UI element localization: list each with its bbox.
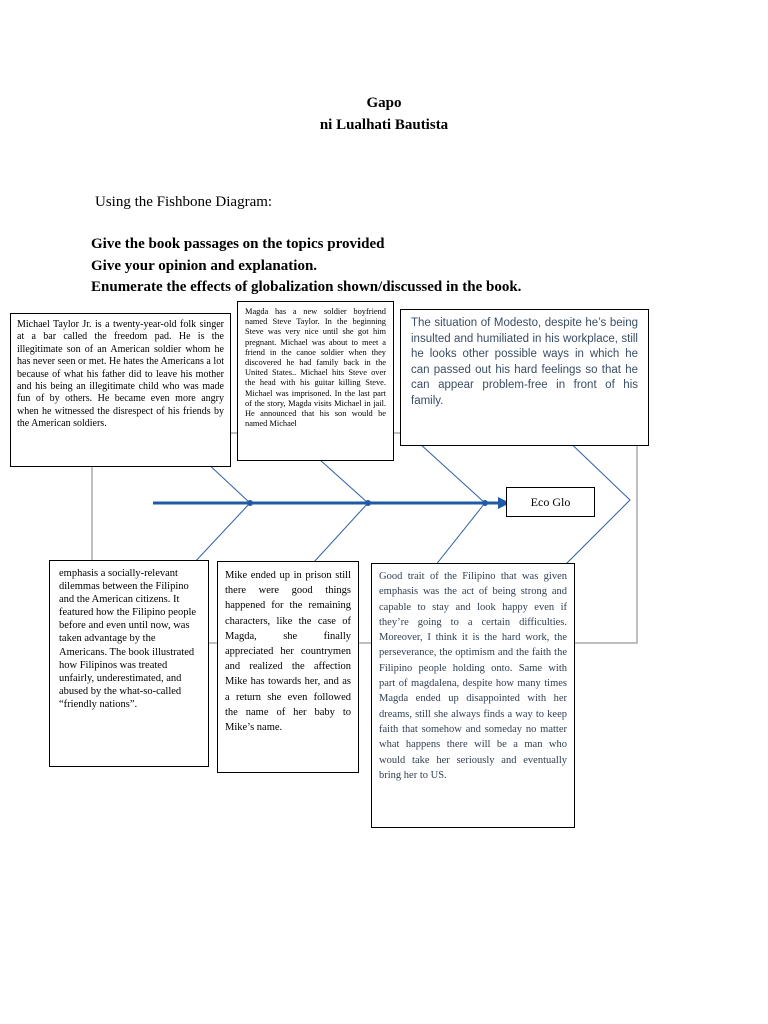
box-bottom-middle-text: Mike ended up in prison still there were good things happened for the remaining characters, like the case of Magda, she finally appreciated her countrymen and realized the affection Mike has towards her, and as a return she even followed the name of her baby to Mike’s name. bbox=[225, 570, 351, 734]
page-title: Gapo bbox=[366, 95, 402, 111]
box-top-right bbox=[400, 309, 649, 446]
box-top-middle-text: Magda has a new soldier boyfriend named Steve Taylor. In the beginning Steve was very nice until she got him pregnant. Michael was about to meet a friend in the canoe soldier when they discovered he had family back in the United States.. Michael hits Steve over the head with his guitar killing Steve. Michael was imprisoned. In the last part of the story, Magda visits Michael in jail. He announced that his son would be named Michael bbox=[245, 307, 386, 429]
spine-joint-3 bbox=[482, 500, 488, 506]
box-top-right-text: The situation of Modesto, despite he’s being insulted and humiliated in his workplace, still he looks other possible ways in which he can passed out his hard feelings so that he can appear problem-free in front of his family. bbox=[411, 317, 638, 407]
instruction-item-1: Give the book passages on the topics provided bbox=[91, 236, 385, 252]
instruction-item-3: Enumerate the effects of globalization shown/discussed in the book. bbox=[91, 279, 522, 295]
box-top-left bbox=[10, 313, 231, 467]
spine-joint-2 bbox=[365, 500, 371, 506]
spine-joint-1 bbox=[247, 500, 253, 506]
box-top-middle bbox=[237, 301, 394, 461]
box-bottom-middle bbox=[217, 561, 359, 773]
box-bottom-left bbox=[49, 560, 209, 767]
box-bottom-right-text: Good trait of the Filipino that was given emphasis was the act of being strong and capable to stay and look happy even if they’re going to a certain difficulties. Moreover, I think it is the hard work, the perseverance, the optimism and the faith the Filipino people holding onto. Same with part of magdalena, despite how many times Magda ended up disappointed with her dreams, still she always finds a way to keep faith that somehow and someday no matter what happens there will be a man who would take her seriously and eventually bring her to US. bbox=[379, 571, 567, 781]
instructions-intro: Using the Fishbone Diagram: bbox=[95, 194, 273, 210]
page-subtitle: ni Lualhati Bautista bbox=[319, 117, 449, 133]
instruction-item-2: Give your opinion and explanation. bbox=[91, 258, 318, 274]
box-top-left-text: Michael Taylor Jr. is a twenty-year-old folk singer at a bar called the freedom pad. He is the illegitimate son of an American soldier whom he has never seen or met. He hates the Americans a lot because of what his father did to leave his mother and his being an illegitimate child who was made fun of by others. He became even more angry when he witnessed the disrespect of his friends by the American soldiers. bbox=[17, 319, 224, 430]
box-bottom-right bbox=[371, 563, 575, 828]
box-bottom-left-text: emphasis a socially-relevant dilemmas between the Filipino and the American citizens. It featured how the Filipino people before and even until now, was taken advantage by the Americans. The book illustrated how Filipinos was treated unfairly, underestimated, and abused by the what-so-called “friendly nations”. bbox=[59, 568, 197, 710]
fishbone-head-label: Eco Glo bbox=[506, 487, 595, 517]
